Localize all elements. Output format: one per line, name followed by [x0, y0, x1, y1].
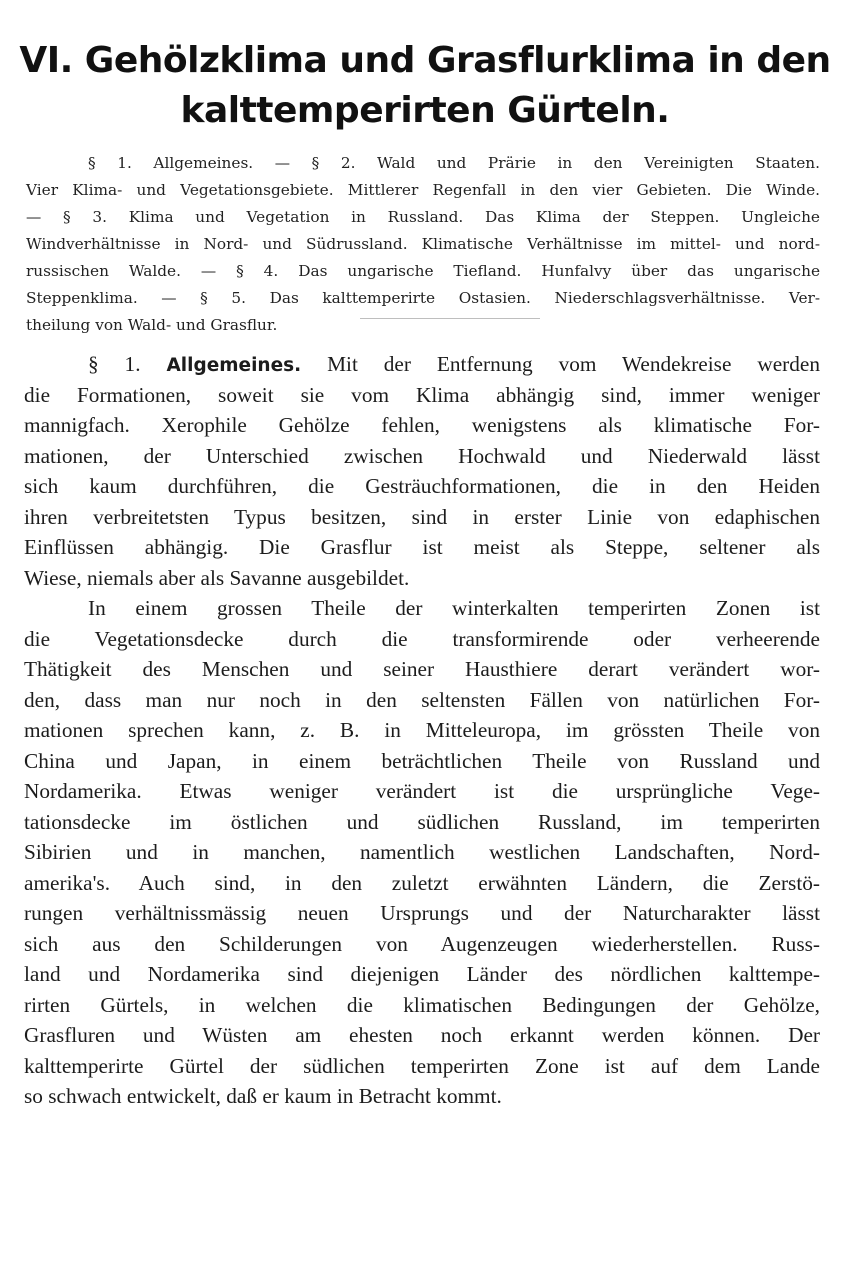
body-line: den, dass man nur noch in den seltensten Fällen von natürlichen For- [24, 687, 820, 712]
summary-line: § 1. Allgemeines. — § 2. Wald und Prärie in den Vereinigten Staaten. [88, 154, 820, 172]
decorative-rule [360, 318, 540, 319]
body-line: ihren verbreitetsten Typus besitzen, sind in erster Linie von edaphischen [24, 504, 820, 529]
chapter-title [0, 36, 850, 136]
summary-line: Vier Klima- und Vegetationsgebiete. Mittlerer Regenfall in den vier Gebieten. Die Winde. [26, 181, 820, 199]
body-line: Einflüssen abhängig. Die Grasflur ist meist als Steppe, seltener als [24, 535, 820, 559]
body-line: sich aus den Schilderungen von Augenzeugen wiederherstellen. Russ- [24, 931, 820, 956]
chapter-title-line-1: VI. Gehölzklima und Grasflurklima in den [19, 40, 831, 81]
body-line: Nordamerika. Etwas weniger verändert ist die ursprüngliche Vege- [24, 779, 820, 803]
summary-line: theilung von Wald- und Grasflur. [26, 316, 278, 334]
section-number: § 1. [88, 352, 141, 376]
section-first-line: Mit der Entfernung vom Wendekreise werden [327, 352, 821, 376]
summary-line: russischen Walde. — § 4. Das ungarische Tiefland. Hunfalvy über das ungarische [26, 262, 820, 280]
body-line: kalttemperirte Gürtel der südlichen temperirten Zone ist auf dem Lande [24, 1053, 820, 1078]
section-heading: Allgemeines. [166, 355, 302, 376]
body-line: mationen sprechen kann, z. B. in Mitteleuropa, im grössten Theile von [24, 718, 820, 742]
body-line: sich kaum durchführen, die Gesträuchformationen, die in den Heiden [24, 474, 820, 498]
body-line: Grasfluren und Wüsten am ehesten noch erkannt werden können. Der [24, 1023, 820, 1047]
summary-line: — § 3. Klima und Vegetation in Russland. Das Klima der Steppen. Ungleiche [26, 208, 820, 226]
body-line: mannigfach. Xerophile Gehölze fehlen, wenigstens als klimatische For- [24, 413, 820, 437]
body-line: rungen verhältnissmässig neuen Ursprungs und der Naturcharakter lässt [24, 901, 820, 925]
section-heading-line [88, 352, 820, 377]
body-line: rirten Gürtels, in welchen die klimatischen Bedingungen der Gehölze, [24, 992, 820, 1017]
body-line: Thätigkeit des Menschen und seiner Hausthiere derart verändert wor- [24, 657, 820, 681]
body-line: China und Japan, in einem beträchtlichen Theile von Russland und [24, 748, 820, 773]
body-line: die Formationen, soweit sie vom Klima abhängig sind, immer weniger [24, 382, 820, 407]
body-line: mationen, der Unterschied zwischen Hochwald und Niederwald lässt [24, 443, 820, 468]
body-line: die Vegetationsdecke durch die transformirende oder verheerende [24, 626, 820, 651]
body-line: Wiese, niemals aber als Savanne ausgebildet. [24, 565, 410, 590]
body-line: In einem grossen Theile der winterkalten temperirten Zonen ist [88, 596, 820, 620]
body-line: tationsdecke im östlichen und südlichen Russland, im temperirten [24, 809, 820, 834]
body-line: so schwach entwickelt, daß er kaum in Betracht kommt. [24, 1084, 502, 1108]
summary-line: Steppenklima. — § 5. Das kalttemperirte Ostasien. Niederschlagsverhältnisse. Ver- [26, 289, 820, 307]
chapter-title-line-2: kalttemperirten Gürteln. [180, 90, 670, 131]
body-line: land und Nordamerika sind diejenigen Länder des nördlichen kalttempe- [24, 962, 820, 986]
body-line: amerika's. Auch sind, in den zuletzt erwähnten Ländern, die Zerstö- [24, 870, 820, 895]
body-line: Sibirien und in manchen, namentlich westlichen Landschaften, Nord- [24, 840, 820, 864]
summary-line: Windverhältnisse in Nord- und Südrussland. Klimatische Verhältnisse im mittel- und nord- [26, 235, 820, 253]
